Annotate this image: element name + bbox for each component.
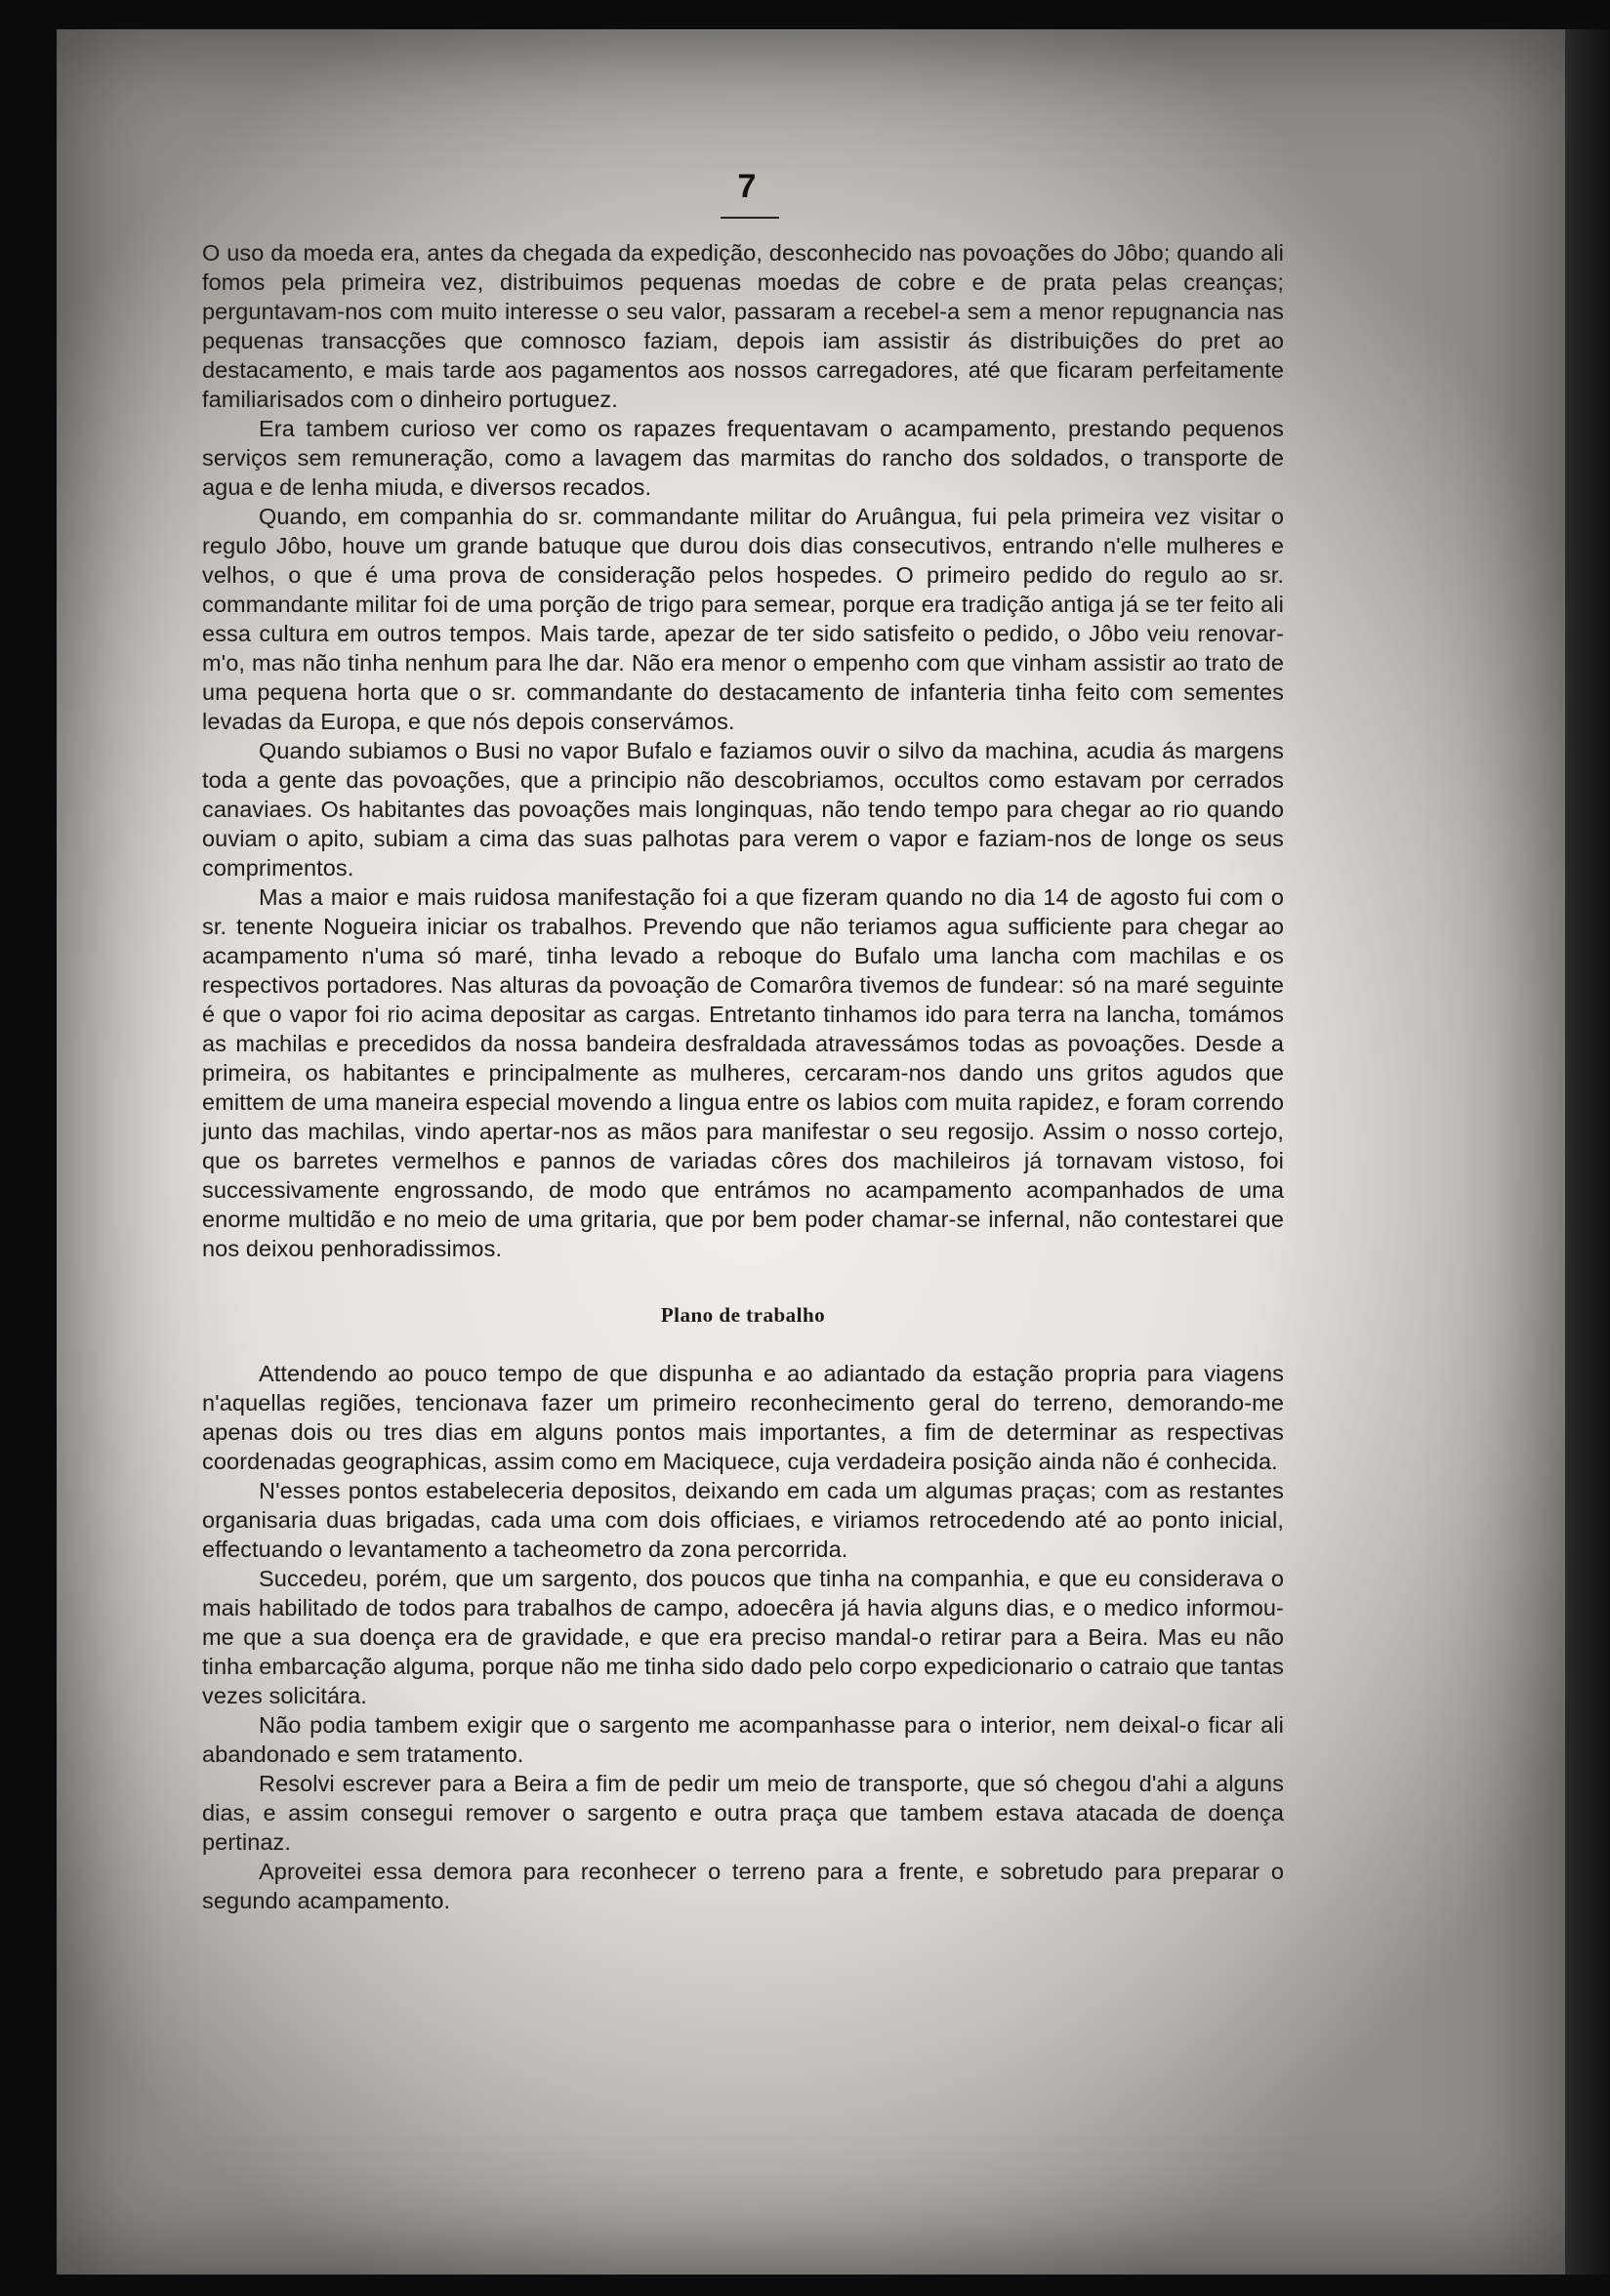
paragraph: Mas a maior e mais ruidosa manifestação foi a que fizeram quando no dia 14 de agosto fui com o sr. tenente Nogueira iniciar os trabalhos. Prevendo que não teriamos agua sufficiente para chegar ao acampamento n'uma só maré, tinha levado a reboque do Bufalo uma lancha com machilas e os respectivos portadores. Nas alturas da povoação de Comarôra tivemos de fundear: só na maré seguinte é que o vapor foi rio acima depositar as cargas. Entretanto tinhamos ido para terra na lancha, tomámos as machilas e precedidos da nossa bandeira desfraldada atravessámos todas as povoações. Desde a primeira, os habitantes e principalmente as mulheres, cercaram-nos dando uns gritos agudos que emittem de uma maneira especial movendo a lingua entre os labios com muita rapidez, e foram correndo junto das machilas, vindo apertar-nos as mãos para manifestar o seu regosijo. Assim o nosso cortejo, que os barretes vermelhos e pannos de variadas côres dos machileiros já tornavam vistoso, foi successivamente engrossando, de modo que entrámos no acampamento acompanhados de uma enorme multidão e no meio de uma gritaria, que por bem poder chamar-se infernal, não contestarei que nos deixou penhoradissimos. [202,884,1284,1261]
page-number: 7 [737,168,757,205]
paragraph: Era tambem curioso ver como os rapazes frequentavam o acampamento, prestando pequenos serviços sem remuneração, como a lavagem das marmitas do rancho dos soldados, o transporte de agua e de lenha miuda, e diversos recados. [202,416,1284,500]
paragraph: O uso da moeda era, antes da chegada da expedição, desconhecido nas povoações do Jôbo; quando ali fomos pela primeira vez, distribuimos pequenas moedas de cobre e de prata pelas creanças; perguntavam-nos com muito interesse o seu valor, passaram a recebel-a sem a menor repugnancia nas pequenas transacções que comnosco faziam, depois iam assistir ás distribuições do pret ao destacamento, e mais tarde aos pagamentos aos nossos carregadores, até que ficaram perfeitamente familiarisados com o dinheiro portuguez. [202,240,1284,412]
paragraph: Aproveitei essa demora para reconhecer o terreno para a frente, e sobretudo para preparar o segundo acampamento. [202,1859,1284,1913]
paragraph: Não podia tambem exigir que o sargento me acompanhasse para o interior, nem deixal-o ficar ali abandonado e sem tratamento. [202,1712,1284,1767]
scan-edge [1565,29,1610,2275]
paragraph: Attendendo ao pouco tempo de que dispunha e ao adiantado da estação propria para viagens n'aquellas regiões, tencionava fazer um primeiro reconhecimento geral do terreno, demorando-me apenas dois ou tres dias em alguns pontos mais importantes, a fim de determinar as respectivas coordenadas geographicas, assim como em Maciquece, cuja verdadeira posição ainda não é conhecida. [202,1361,1284,1474]
paragraph: Resolvi escrever para a Beira a fim de pedir um meio de transporte, que só chegou d'ahi a alguns dias, e assim consegui remover o sargento e outra praça que tambem estava atacada de doença pertinaz. [202,1771,1284,1855]
paragraph: Quando, em companhia do sr. commandante militar do Aruângua, fui pela primeira vez visitar o regulo Jôbo, houve um grande batuque que durou dois dias consecutivos, entrando n'elle mulheres e velhos, o que é uma prova de consideração pelos hospedes. O primeiro pedido do regulo ao sr. commandante militar foi de uma porção de trigo para semear, porque era tradição antiga já se ter feito ali essa cultura em outros tempos. Mais tarde, apezar de ter sido satisfeito o pedido, o Jôbo veiu renovar-m'o, mas não tinha nenhum para lhe dar. Não era menor o empenho com que vinham assistir ao trato de uma pequena horta que o sr. commandante do destacamento de infanteria tinha feito com sementes levadas da Europa, e que nós depois conservámos. [202,504,1284,734]
paragraph: Succedeu, porém, que um sargento, dos poucos que tinha na companhia, e que eu considerava o mais habilitado de todos para trabalhos de campo, adoecêra já havia alguns dias, e o medico informou-me que a sua doença era de gravidade, e que era preciso mandal-o retirar para a Beira. Mas eu não tinha embarcação alguma, porque não me tinha sido dado pelo corpo expedicionario o catraio que tantas vezes solicitára. [202,1566,1284,1708]
paragraph: Quando subiamos o Busi no vapor Bufalo e faziamos ouvir o silvo da machina, acudia ás margens toda a gente das povoações, que a principio não descobriamos, occultos como estavam por cerrados canaviaes. Os habitantes das povoações mais longinquas, não tendo tempo para chegar ao rio quando ouviam o apito, subiam a cima das suas palhotas para verem o vapor e faziam-nos de longe os seus comprimentos. [202,738,1284,881]
paragraph: N'esses pontos estabeleceria depositos, deixando em cada um algumas praças; com as restantes organisaria duas brigadas, cada uma com dois officiaes, e viriamos retrocedendo até ao ponto inicial, effectuando o levantamento a tacheometro da zona percorrida. [202,1478,1284,1562]
page-number-rule [721,217,779,219]
section-heading: Plano de trabalho [660,1303,826,1327]
body-text [202,238,1284,1915]
